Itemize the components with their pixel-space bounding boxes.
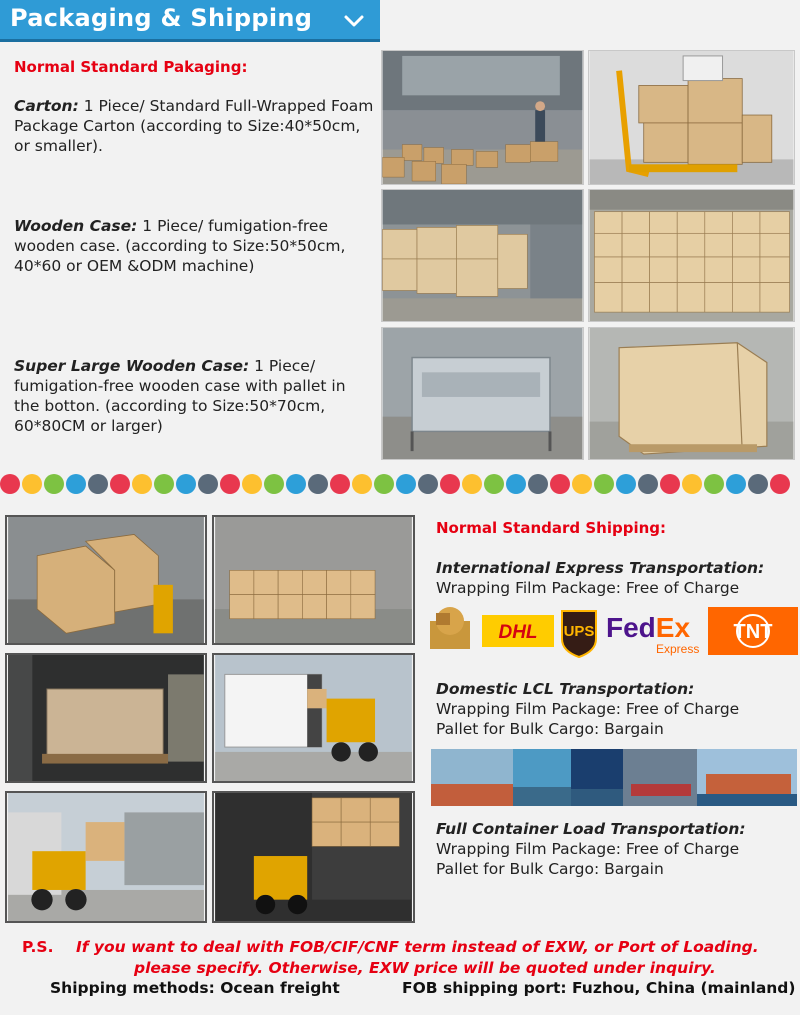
carrier-logos bbox=[428, 603, 800, 659]
express-line-1: Wrapping Film Package: Free of Charge bbox=[436, 579, 740, 597]
divider-dot bbox=[308, 474, 328, 494]
shipping-methods: Shipping methods: Ocean freight bbox=[50, 979, 340, 997]
divider-dot bbox=[66, 474, 86, 494]
forklift-outdoor-photo bbox=[5, 791, 207, 923]
divider-dot bbox=[748, 474, 768, 494]
tnt-logo: TNT bbox=[733, 621, 773, 643]
divider-dot bbox=[220, 474, 240, 494]
dot-divider bbox=[0, 474, 800, 496]
divider-dot bbox=[198, 474, 218, 494]
wooden-case-text: 1 Piece/ fumigation-free wooden case. (according to Size:50*50cm, 40*60 or OEM &ODM machine) bbox=[14, 217, 346, 275]
divider-dot bbox=[440, 474, 460, 494]
carton-pallet-photo bbox=[588, 50, 795, 185]
express-title: International Express Transportation: bbox=[436, 559, 765, 577]
divider-dot bbox=[462, 474, 482, 494]
ps-note-line-1: If you want to deal with FOB/CIF/CNF term instead of EXW, or Port of Loading. bbox=[76, 938, 759, 956]
fedex-express-label: Express bbox=[656, 642, 700, 656]
divider-dot bbox=[242, 474, 262, 494]
divider-dot bbox=[176, 474, 196, 494]
divider-dot bbox=[770, 474, 790, 494]
lcl-section bbox=[436, 679, 796, 739]
divider-dot bbox=[110, 474, 130, 494]
large-case-description bbox=[14, 356, 374, 436]
wrapped-machine-photo bbox=[381, 327, 584, 460]
divider-dot bbox=[264, 474, 284, 494]
ship-photo-strip bbox=[431, 749, 797, 806]
forklift-cartons-photo bbox=[5, 515, 207, 645]
fcl-line-2: Pallet for Bulk Cargo: Bargain bbox=[436, 860, 664, 878]
fcl-line-1: Wrapping Film Package: Free of Charge bbox=[436, 840, 740, 858]
divider-dot bbox=[638, 474, 658, 494]
section-header bbox=[0, 0, 380, 42]
ups-logo: UPS bbox=[563, 623, 595, 640]
dhl-logo: DHL bbox=[498, 622, 538, 643]
divider-dot bbox=[506, 474, 526, 494]
section-title: Packaging & Shipping bbox=[10, 4, 313, 32]
ps-note-line-2: please specify. Otherwise, EXW price will be quoted under inquiry. bbox=[134, 959, 716, 977]
large-case-text: 1 Piece/ fumigation-free wooden case with pallet in the botton. (according to Size:50*70cm, 60*80CM or larger) bbox=[14, 357, 346, 435]
container-loading-photo bbox=[212, 791, 415, 923]
divider-dot bbox=[528, 474, 548, 494]
ps-label: P.S. bbox=[22, 938, 54, 956]
lcl-line-2: Pallet for Bulk Cargo: Bargain bbox=[436, 720, 664, 738]
large-case-label: Super Large Wooden Case: bbox=[14, 357, 250, 375]
divider-dot bbox=[418, 474, 438, 494]
divider-dot bbox=[594, 474, 614, 494]
divider-dot bbox=[726, 474, 746, 494]
divider-dot bbox=[616, 474, 636, 494]
stacked-wooden-cases-photo bbox=[588, 189, 795, 322]
divider-dot bbox=[88, 474, 108, 494]
divider-dot bbox=[22, 474, 42, 494]
fcl-title: Full Container Load Transportation: bbox=[436, 820, 746, 838]
warehouse-cartons-photo bbox=[381, 50, 584, 185]
wooden-case-description bbox=[14, 216, 374, 276]
carton-label: Carton: bbox=[14, 97, 79, 115]
divider-dot bbox=[0, 474, 20, 494]
carton-description bbox=[14, 96, 374, 156]
lcl-title: Domestic LCL Transportation: bbox=[436, 680, 695, 698]
divider-dot bbox=[374, 474, 394, 494]
divider-dot bbox=[484, 474, 504, 494]
shipping-title: Normal Standard Shipping: bbox=[436, 519, 667, 537]
container-wrapped-pallet-photo bbox=[5, 653, 207, 783]
fedex-logo: FedEx bbox=[606, 612, 691, 643]
wooden-case-label: Wooden Case: bbox=[14, 217, 138, 235]
divider-dot bbox=[44, 474, 64, 494]
divider-dot bbox=[286, 474, 306, 494]
divider-dot bbox=[396, 474, 416, 494]
packaging-title: Normal Standard Pakaging: bbox=[14, 58, 248, 76]
divider-dot bbox=[154, 474, 174, 494]
lcl-line-1: Wrapping Film Package: Free of Charge bbox=[436, 700, 740, 718]
divider-dot bbox=[682, 474, 702, 494]
truck-forklift-photo bbox=[212, 653, 415, 783]
divider-dot bbox=[572, 474, 592, 494]
divider-dot bbox=[660, 474, 680, 494]
fcl-section bbox=[436, 819, 796, 879]
divider-dot bbox=[330, 474, 350, 494]
chevron-down-icon[interactable] bbox=[340, 9, 368, 33]
divider-dot bbox=[704, 474, 724, 494]
express-section bbox=[436, 558, 796, 598]
large-wooden-crate-photo bbox=[588, 327, 795, 460]
divider-dot bbox=[550, 474, 570, 494]
divider-dot bbox=[352, 474, 372, 494]
boxes-loading-photo bbox=[212, 515, 415, 645]
parcel-boxes-icon bbox=[430, 607, 470, 649]
fob-shipping-port: FOB shipping port: Fuzhou, China (mainland) bbox=[402, 979, 796, 997]
wooden-cases-warehouse-photo bbox=[381, 189, 584, 322]
carton-text: 1 Piece/ Standard Full-Wrapped Foam Package Carton (according to Size:40*50cm, or smaller). bbox=[14, 97, 374, 155]
divider-dot bbox=[132, 474, 152, 494]
